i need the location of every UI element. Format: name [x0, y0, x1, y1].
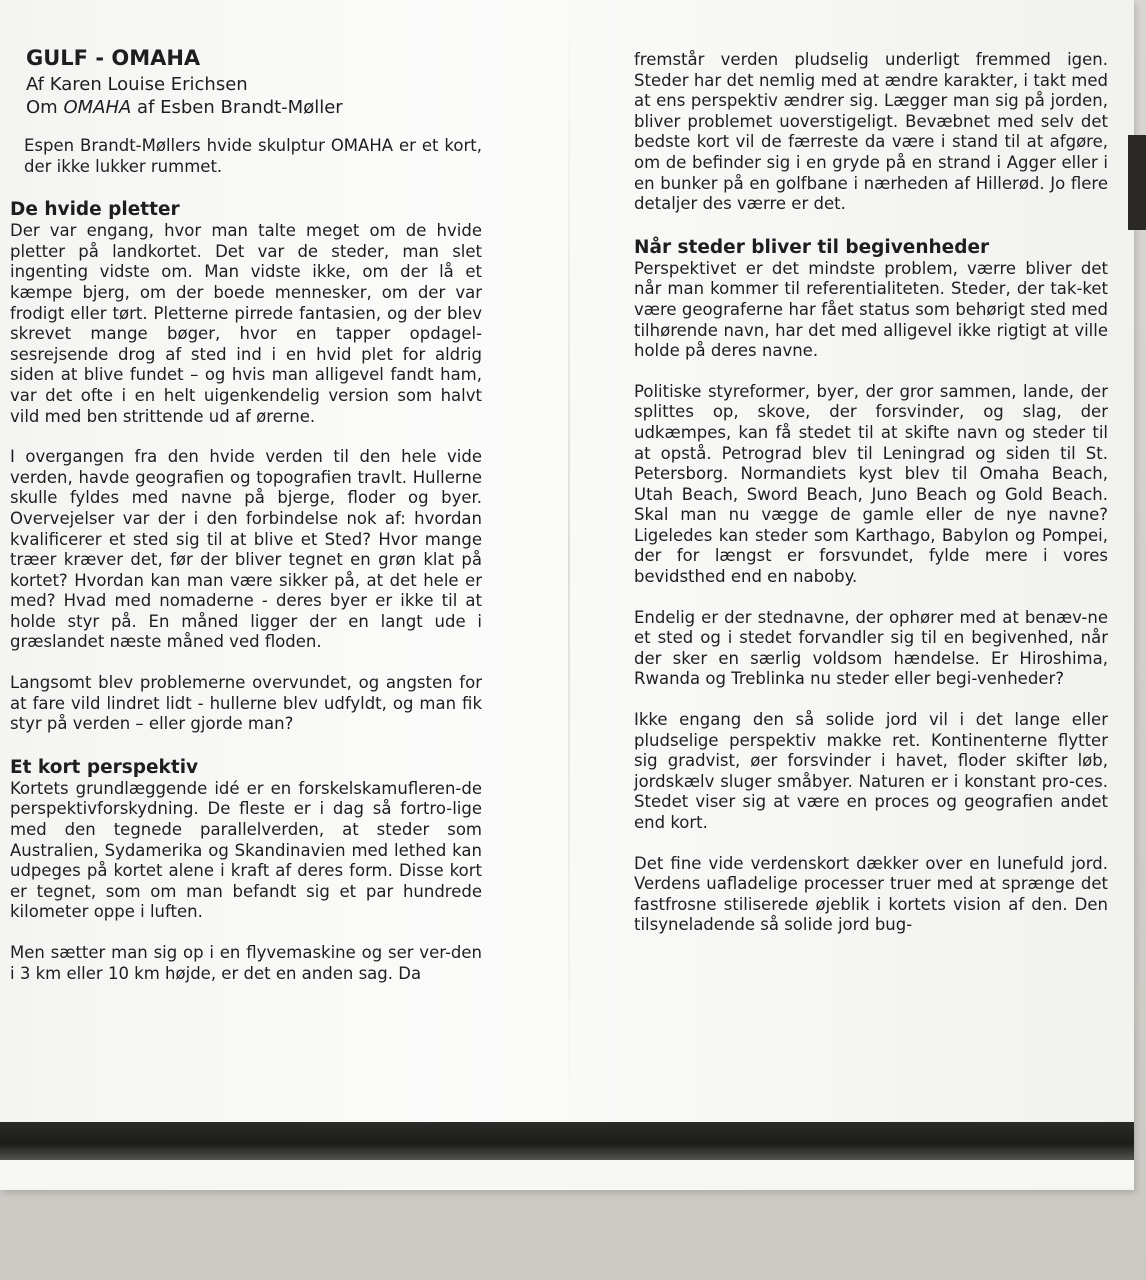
column-fold — [568, 0, 570, 1120]
byline-about — [26, 96, 482, 119]
dark-edge-object — [1128, 135, 1146, 230]
paragraph: Kortets grundlæggende idé er en forskelskamufleren-de perspektivforskydning. De fleste er i dag så fortro-lige med den tegnede parallelverden, at steder som Australien, Sydamerika og Skandinavien med lethed kan udpeges på kortet alene i kraft af deres form. Disse kort er tegnet, som om man befandt sig et par hundrede kilometer oppe i luften. — [10, 778, 482, 922]
section-heading-white-spots: De hvide pletter — [10, 199, 180, 221]
paragraph: Perspektivet er det mindste problem, værre bliver det når man kommer til referentialiteten. Steder, der tak-ket være geograferne har fået status som behørigt sted med tilhørende navn, har det med alligevel ikke rigtigt at ville holde på deres navne. — [634, 258, 1108, 361]
paragraph: I overgangen fra den hvide verden til den hele vide verden, havde geografien og topografien travlt. Hullerne skulle fyldes med navne på bjerge, floder og byer. Overvejelser var der i den forbindelse nok af: hvordan kvalificerer et sted sig til at blive et Sted? Hvor mange træer kræver det, før der bliver tegnet en grøn klat på kortet? Hvordan kan man være sikker på, at det hele er med? Hvad med nomaderne - deres byer er ikke til at holde styr på. En måned ligger der en langt ude i græslandet næste måned ved floden. — [10, 447, 482, 652]
byline-about-suffix: af Esben Brandt-Møller — [131, 97, 343, 118]
paragraph: Der var engang, hvor man talte meget om de hvide pletter på landkortet. Det var de steder, man slet ingenting vidste om. Man vidste ikke, om der lå et kæmpe bjerg, om der boede mennesker, om der var frodigt eller tørt. Pletterne pirrede fantasien, og der blev skrevet mange bøger, hvor en tapper opdagel-sesrejsende drog af sted ind i en hvid plet for aldrig siden at blive fundet – og hvis man alligevel fandt ham, var det ofte i en helt uigenkendelig version som halvt vild med ben strittende ud af ørerne. — [10, 221, 482, 426]
section-heading-map-perspective: Et kort perspektiv — [10, 756, 199, 778]
paragraph: Men sætter man sig op i en flyvemaskine og ser ver-den i 3 km eller 10 km højde, er det en anden sag. Da — [10, 943, 482, 983]
article-title: GULF - OMAHA — [26, 46, 201, 70]
sheet-bottom-margin — [0, 1160, 1134, 1188]
paragraph: Ikke engang den så solide jord vil i det lange eller pludselige perspektiv makke ret. Kontinenterne flytter sig gradvist, øer forsvinder i havet, floder skifter løb, jordskælv sluger småbyer. Naturen er i konstant pro-ces. Stedet viser sig at være en proces og geografien andet end kort. — [634, 710, 1108, 832]
paragraph: Det fine vide verdenskort dækker over en lunefuld jord. Verdens uafladelige processer truer med at sprænge det fastfrosne stiliserede øjeblik i kortets vision af den. Den tilsyneladende så solide jord bug- — [634, 853, 1108, 935]
section-heading-places-become-events: Når steder bliver til begivenheder — [634, 236, 990, 258]
byline-work-title: OMAHA — [63, 97, 132, 118]
paragraph: Langsomt blev problemerne overvundet, og angsten for at fare vild lindret lidt - hullerne blev udfyldt, og man fik styr på verden – eller gjorde man? — [10, 673, 482, 734]
lede-paragraph: Espen Brandt-Møllers hvide skulptur OMAHA er et kort, der ikke lukker rummet. — [24, 136, 482, 176]
right-column — [634, 50, 1108, 936]
paragraph: Politiske styreformer, byer, der gror sammen, lande, der splittes op, skove, der forsvinder, og slag, der udkæmpes, kan få stedet til at skifte navn og steder til at opstå. Petrograd blev til Leningrad og siden til St. Petersborg. Normandiets kyst blev til Omaha Beach, Utah Beach, Sword Beach, Juno Beach og Gold Beach. Skal man nu vægge de gamle eller de nye navne? Ligeledes kan steder som Karthago, Babylon og Pompei, der for længst er forsvundet, fylde mere i vores bevidsthed end en naboby. — [634, 381, 1108, 587]
paragraph: Endelig er der stednavne, der ophører med at benæv-ne et sted og i stedet forvandler sig til en begivenhed, når der sker en særlig voldsom hændelse. Er Hiroshima, Rwanda og Treblinka nu steder eller begi-venheder? — [634, 607, 1108, 689]
byline-about-prefix: Om — [26, 97, 64, 118]
paragraph: fremstår verden pludselig underligt fremmed igen. Steder har det nemlig med at ændre karakter, i takt med at ens perspektiv ændrer sig. Lægger man sig på jorden, bliver problemet uoverstigeligt. Bevæbnet med selv det bedste kort vil de færreste da være i stand til at afgøre, om de befinder sig i en gryde på en strand i Agger eller i en bunker på en golfbane i nærheden af Hillerød. Jo flere detaljer des værre er det. — [634, 50, 1108, 214]
left-column — [10, 45, 482, 984]
black-print-strip — [0, 1122, 1134, 1162]
byline-author: Af Karen Louise Erichsen — [26, 74, 248, 95]
